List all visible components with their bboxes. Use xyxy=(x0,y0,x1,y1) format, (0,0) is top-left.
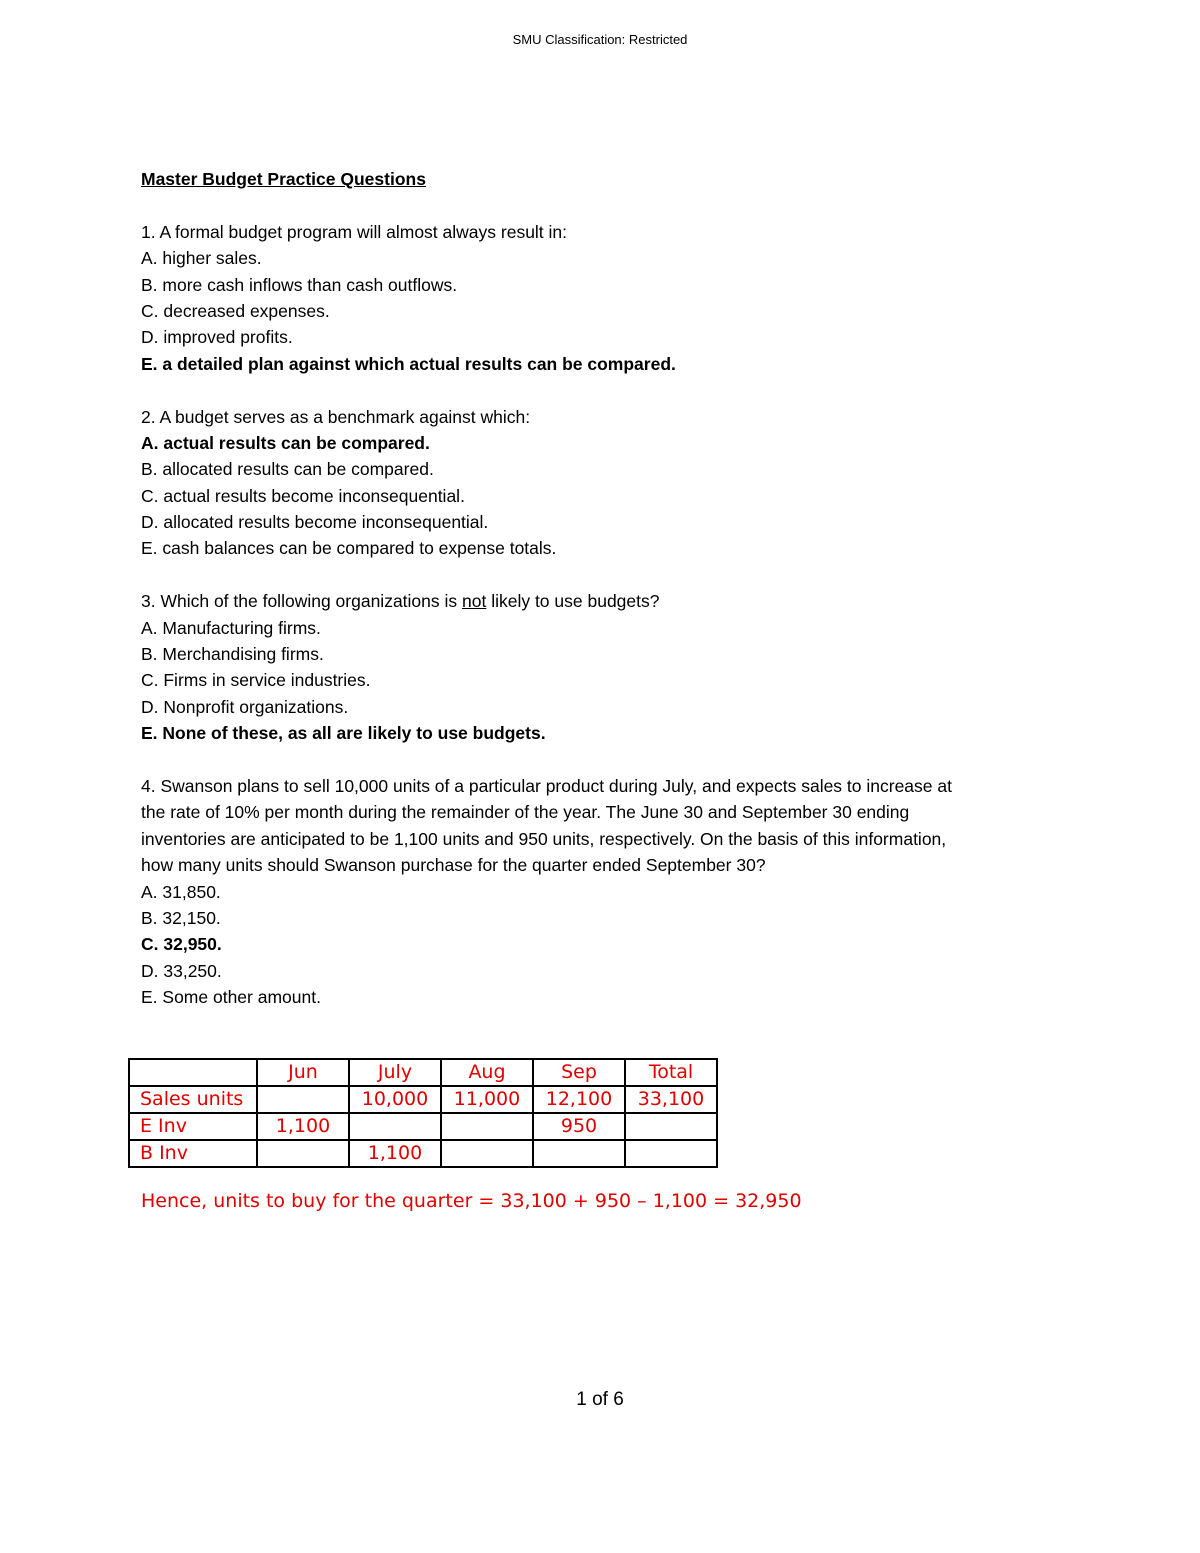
q4-option: A. 31,850. xyxy=(141,881,221,902)
q1-stem: 1. A formal budget program will almost always result in: xyxy=(141,221,568,242)
solution-text: Hence, units to buy for the quarter = 33,100 + 950 – 1,100 = 32,950 xyxy=(141,1190,802,1212)
table-cell: B Inv xyxy=(129,1140,257,1167)
q4-option: E. Some other amount. xyxy=(141,987,321,1008)
q3-option: C. Firms in service industries. xyxy=(141,670,371,691)
table-cell xyxy=(257,1140,349,1167)
q4-stem-line: 4. Swanson plans to sell 10,000 units of a particular product during July, and expects sales to increase at xyxy=(141,775,952,796)
q3-stem: 3. Which of the following organizations is not likely to use budgets? xyxy=(141,591,660,612)
q2-answer: A. actual results can be compared. xyxy=(141,432,430,453)
q2-option: C. actual results become inconsequential. xyxy=(141,485,465,506)
q4-answer: C. 32,950. xyxy=(141,934,222,955)
table-cell: 33,100 xyxy=(625,1086,717,1113)
q4-stem-line: the rate of 10% per month during the remainder of the year. The June 30 and September 30 ending xyxy=(141,802,910,823)
table-row xyxy=(129,1140,717,1167)
q1-option: A. higher sales. xyxy=(141,248,262,269)
classification-header: SMU Classification: Restricted xyxy=(512,32,688,47)
q3-option: D. Nonprofit organizations. xyxy=(141,696,349,717)
q1-option: B. more cash inflows than cash outflows. xyxy=(141,274,458,295)
table-header-row xyxy=(129,1059,717,1086)
q4-option: D. 33,250. xyxy=(141,960,222,981)
table-header-cell: July xyxy=(349,1059,441,1086)
q3-option: B. Merchandising firms. xyxy=(141,644,324,665)
table-header-cell: Sep xyxy=(533,1059,625,1086)
table-cell: Sales units xyxy=(129,1086,257,1113)
table-header-cell: Total xyxy=(625,1059,717,1086)
table-cell: 11,000 xyxy=(441,1086,533,1113)
q3-option: A. Manufacturing firms. xyxy=(141,617,321,638)
table-cell: 950 xyxy=(533,1113,625,1140)
q2-option: D. allocated results become inconsequential. xyxy=(141,512,489,533)
table-cell: E Inv xyxy=(129,1113,257,1140)
q3-answer: E. None of these, as all are likely to use budgets. xyxy=(141,723,546,744)
page-title: Master Budget Practice Questions xyxy=(141,169,426,189)
table-header-cell xyxy=(129,1059,257,1086)
document-body xyxy=(141,166,1081,1011)
table-row xyxy=(129,1113,717,1140)
table-header-cell: Jun xyxy=(257,1059,349,1086)
table-cell xyxy=(533,1140,625,1167)
table-cell xyxy=(441,1140,533,1167)
table-cell xyxy=(441,1113,533,1140)
q1-answer: E. a detailed plan against which actual results can be compared. xyxy=(141,353,676,374)
q3-emphasis: not xyxy=(462,591,487,612)
table-row xyxy=(129,1086,717,1113)
q4-stem-line: how many units should Swanson purchase for the quarter ended September 30? xyxy=(141,855,766,876)
inventory-table xyxy=(128,1058,718,1168)
q2-option: E. cash balances can be compared to expense totals. xyxy=(141,538,557,559)
page-number: 1 of 6 xyxy=(576,1389,624,1410)
table-cell: 1,100 xyxy=(349,1140,441,1167)
q4-stem-line: inventories are anticipated to be 1,100 units and 950 units, respectively. On the basis of this information, xyxy=(141,828,947,849)
table-cell xyxy=(349,1113,441,1140)
q4-option: B. 32,150. xyxy=(141,907,221,928)
q2-stem: 2. A budget serves as a benchmark against which: xyxy=(141,406,531,427)
table-cell: 10,000 xyxy=(349,1086,441,1113)
q2-option: B. allocated results can be compared. xyxy=(141,459,434,480)
table-cell xyxy=(257,1086,349,1113)
q1-option: C. decreased expenses. xyxy=(141,300,330,321)
table-cell xyxy=(625,1113,717,1140)
table-cell: 1,100 xyxy=(257,1113,349,1140)
table-cell xyxy=(625,1140,717,1167)
table-cell: 12,100 xyxy=(533,1086,625,1113)
table-header-cell: Aug xyxy=(441,1059,533,1086)
q1-option: D. improved profits. xyxy=(141,327,293,348)
